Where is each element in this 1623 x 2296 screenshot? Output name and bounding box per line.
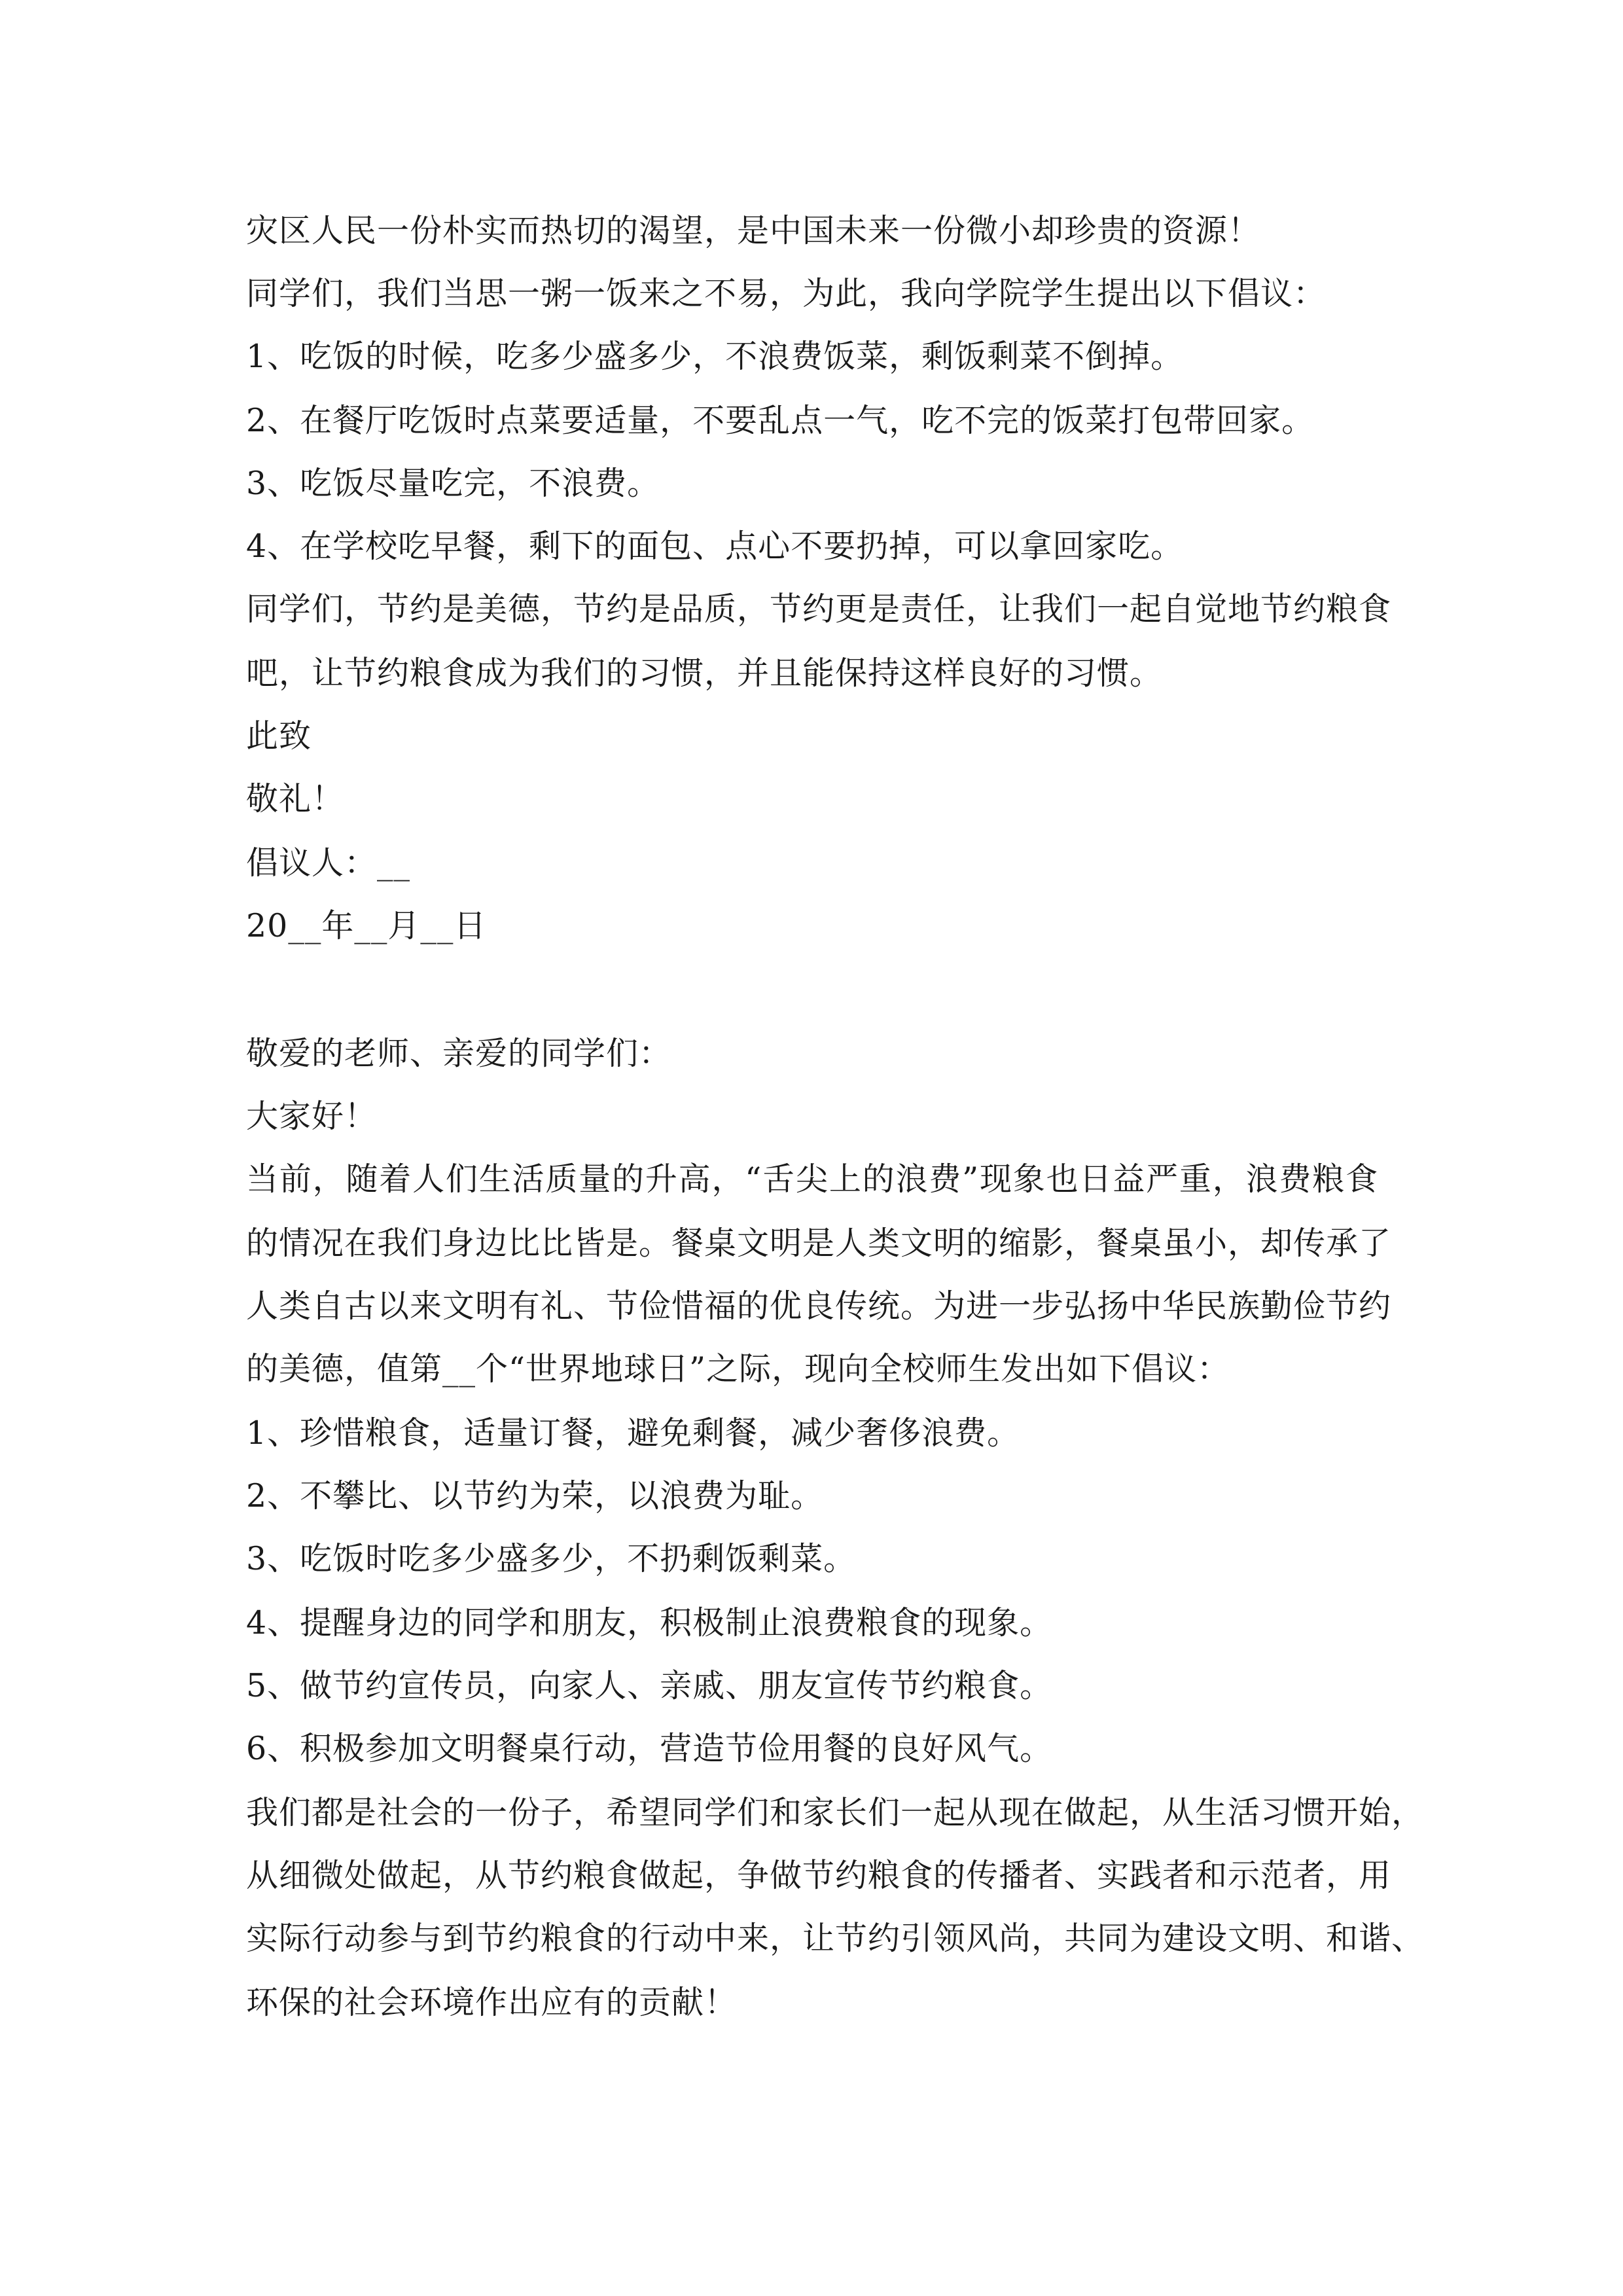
paragraph-line: 吧，让节约粮食成为我们的习惯，并且能保持这样良好的习惯。 xyxy=(246,655,1163,692)
list-item: 6、积极参加文明餐桌行动，营造节俭用餐的良好风气。 xyxy=(246,1730,1053,1767)
paragraph-line: 当前，随着人们生活质量的升高，“舌尖上的浪费”现象也日益严重，浪费粮食 xyxy=(246,1160,1378,1198)
paragraph-line: 从细微处做起，从节约粮食做起，争做节约粮食的传播者、实践者和示范者，用 xyxy=(246,1857,1392,1894)
paragraph-line: 同学们，节约是美德，节约是品质，节约更是责任，让我们一起自觉地节约粮食 xyxy=(246,590,1392,628)
salutation-line: 敬礼！ xyxy=(246,780,345,817)
paragraph-line: 环保的社会环境作出应有的贡献！ xyxy=(246,1984,738,2021)
paragraph-line: 同学们，我们当思一粥一饭来之不易，为此，我向学院学生提出以下倡议： xyxy=(246,275,1327,312)
paragraph-line: 我们都是社会的一份子，希望同学们和家长们一起从现在做起，从生活习惯开始， xyxy=(246,1794,1425,1831)
paragraph-line: 的美德，值第__个“世界地球日”之际，现向全校师生发出如下倡议： xyxy=(246,1350,1230,1388)
paragraph-line: 实际行动参与到节约粮食的行动中来，让节约引领风尚，共同为建设文明、和谐、 xyxy=(246,1920,1425,1957)
list-item: 1、吃饭的时候，吃多少盛多少，不浪费饭菜，剩饭剩菜不倒掉。 xyxy=(246,338,1184,375)
paragraph-line: 人类自古以来文明有礼、节俭惜福的优良传统。为进一步弘扬中华民族勤俭节约 xyxy=(246,1287,1392,1325)
signature-line: 倡议人：__ xyxy=(246,844,411,882)
greeting-line: 敬爱的老师、亲爱的同学们： xyxy=(246,1035,672,1072)
list-item: 4、在学校吃早餐，剩下的面包、点心不要扔掉，可以拿回家吃。 xyxy=(246,528,1184,565)
closing-line: 此致 xyxy=(246,717,312,755)
list-item: 1、珍惜粮食，适量订餐，避免剩餐，减少奢侈浪费。 xyxy=(246,1414,1020,1452)
list-item: 5、做节约宣传员，向家人、亲戚、朋友宣传节约粮食。 xyxy=(246,1667,1053,1704)
paragraph-line: 灾区人民一份朴实而热切的渴望，是中国未来一份微小却珍贵的资源！ xyxy=(246,212,1261,249)
list-item: 3、吃饭尽量吃完，不浪费。 xyxy=(246,465,660,502)
date-line: 20__年__月__日 xyxy=(246,907,487,944)
list-item: 4、提醒身边的同学和朋友，积极制止浪费粮食的现象。 xyxy=(246,1604,1053,1641)
greeting-line: 大家好！ xyxy=(246,1098,378,1135)
list-item: 2、在餐厅吃饭时点菜要适量，不要乱点一气，吃不完的饭菜打包带回家。 xyxy=(246,402,1315,439)
list-item: 3、吃饭时吃多少盛多少，不扔剩饭剩菜。 xyxy=(246,1540,857,1577)
paragraph-line: 的情况在我们身边比比皆是。餐桌文明是人类文明的缩影，餐桌虽小，却传承了 xyxy=(246,1225,1392,1262)
list-item: 2、不攀比、以节约为荣，以浪费为耻。 xyxy=(246,1477,824,1515)
